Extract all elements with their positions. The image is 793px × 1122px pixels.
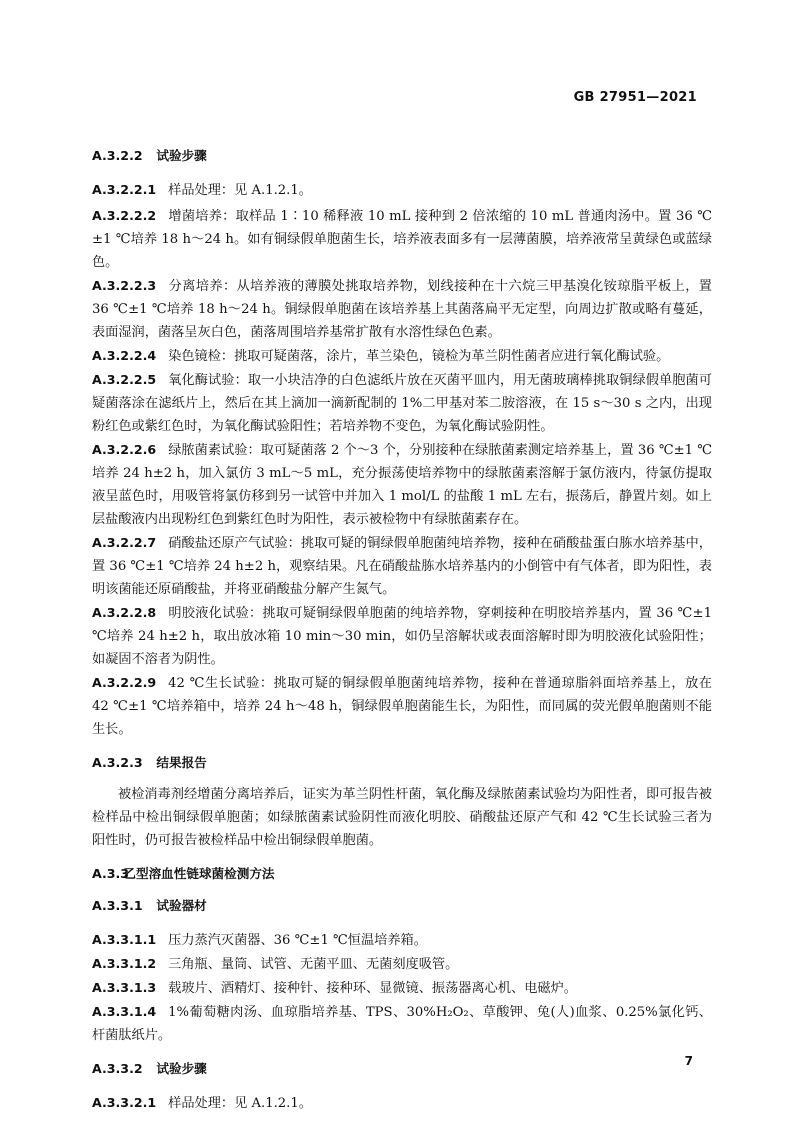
clause-text: 样品处理：见 A.1.2.1。 (168, 1096, 312, 1111)
clause-number: A.3.2.2.6 (92, 442, 157, 457)
clause-number: A.3.3.1.2 (92, 956, 157, 971)
section-title: 结果报告 (156, 755, 207, 770)
clause-text: 分离培养：从培养液的薄膜处挑取培养物，划线接种在十六烷三甲基溴化铵琼脂平板上，置 36 ℃±1 ℃培养 18 h～24 h。铜绿假单胞菌在该培养基上其菌落扁平无定型，向周边扩散或略有蔓延，表面湿润，菌落呈灰白色，菌落周围培养基常扩散有水溶性绿色色素。 (92, 279, 712, 340)
section-heading (92, 146, 712, 166)
page-number: 7 (684, 1054, 693, 1068)
clause-text: 硝酸盐还原产气试验：挑取可疑的铜绿假单胞菌纯培养物，接种在硝酸盐蛋白胨水培养基中，置 36 ℃±1 ℃培养 24 h±2 h，观察结果。凡在硝酸盐胨水培养基内的小倒管中有气体者，即为阳性，表明该菌能还原硝酸盐，并将亚硝酸盐分解产生氮气。 (92, 536, 712, 597)
clause-text: 染色镜检：挑取可疑菌落，涂片，革兰染色，镜检为革兰阴性菌者应进行氧化酶试验。 (168, 349, 670, 364)
clause-text: 绿脓菌素试验：取可疑菌落 2 个～3 个，分别接种在绿脓菌素测定培养基上，置 36 ℃±1 ℃培养 24 h±2 h，加入氯仿 3 mL～5 mL，充分振荡使培养物中的绿脓菌素溶解于氯仿液内，待氯仿提取液呈蓝色时，用吸管将氯仿移到另一试管中并加入 1 mol/L 的盐酸 1 mL 左右，振荡后，静置片刻。如上层盐酸液内出现粉红色到紫红色时为阳性，表示被检物中有绿脓菌素存在。 (92, 443, 712, 527)
section-title: 试验器材 (156, 898, 207, 913)
clause-number: A.3.2.2.8 (92, 605, 157, 620)
clause (92, 1091, 712, 1115)
clause (92, 344, 712, 368)
section-title: 试验步骤 (156, 1061, 207, 1076)
section-heading (92, 1059, 712, 1079)
section-number: A.3.2.3 (92, 755, 143, 770)
section-title: 乙型溶血性链球菌检测方法 (123, 866, 275, 881)
clause-number: A.3.2.2.7 (92, 535, 157, 550)
clause-number: A.3.2.2.1 (92, 182, 157, 197)
clause-number: A.3.2.2.4 (92, 348, 157, 363)
clause (92, 204, 712, 274)
section-title: 试验步骤 (156, 148, 207, 163)
clause-text: 载玻片、酒精灯、接种针、接种环、显微镜、振荡器离心机、电磁炉。 (168, 981, 577, 996)
clause-number: A.3.3.1.1 (92, 932, 157, 947)
standard-code: GB 27951—2021 (573, 90, 697, 105)
section-number: A.3.3 (92, 866, 130, 881)
section-number: A.3.3.1 (92, 898, 143, 913)
clause-text: 明胶液化试验：挑取可疑铜绿假单胞菌的纯培养物，穿刺接种在明胶培养基内，置 36 ℃±1 ℃培养 24 h±2 h，取出放冰箱 10 min～30 min，如仍呈溶解状或表面溶解时即为明胶液化试验阳性；如凝固不溶者为阴性。 (92, 606, 712, 667)
section-heading (92, 864, 712, 884)
document-body (92, 146, 712, 1115)
section-heading (92, 753, 712, 773)
clause (92, 531, 712, 601)
result-paragraph: 被检消毒剂经增菌分离培养后，证实为革兰阴性杆菌，氧化酶及绿脓菌素试验均为阳性者，即可报告被检样品中检出铜绿假单胞菌；如绿脓菌素试验阴性而液化明胶、硝酸盐还原产气和 42 ℃生长试验三者为阳性时，仍可报告被检样品中检出铜绿假单胞菌。 (92, 787, 712, 848)
clause-text: 增菌培养：取样品 1∶10 稀释液 10 mL 接种到 2 倍浓缩的 10 mL 普通肉汤中。置 36 ℃±1 ℃培养 18 h～24 h。如有铜绿假单胞菌生长，培养液表面多有一层薄菌膜，培养液常呈黄绿色或蓝绿色。 (92, 209, 712, 270)
clause-number: A.3.2.2.5 (92, 372, 157, 387)
clause-number: A.3.3.1.4 (92, 1004, 157, 1019)
clause-text: 三角瓶、量筒、试管、无菌平皿、无菌刻度吸管。 (168, 957, 459, 972)
clause (92, 671, 712, 741)
clause-number: A.3.2.2.9 (92, 675, 157, 690)
clause (92, 1000, 712, 1047)
clause (92, 952, 712, 976)
clause-text: 压力蒸汽灭菌器、36 ℃±1 ℃恒温培养箱。 (168, 933, 427, 948)
clause-number: A.3.2.2.3 (92, 278, 157, 293)
clause-number: A.3.2.2.2 (92, 208, 157, 223)
clause (92, 976, 712, 1000)
clause (92, 178, 712, 202)
clause (92, 438, 712, 531)
clause (92, 601, 712, 671)
clause-text: 氧化酶试验：取一小块洁净的白色滤纸片放在灭菌平皿内，用无菌玻璃棒挑取铜绿假单胞菌可疑菌落涂在滤纸片上，然后在其上滴加一滴新配制的 1%二甲基对苯二胺溶液，在 15 s～30 s 之内，出现粉红色或紫红色时，为氧化酶试验阳性；若培养物不变色，为氧化酶试验阴性。 (92, 373, 712, 434)
clause-number: A.3.3.2.1 (92, 1095, 157, 1110)
section-number: A.3.3.2 (92, 1061, 143, 1076)
clause (92, 274, 712, 344)
section-heading (92, 896, 712, 916)
clause (92, 368, 712, 438)
clause-text: 1%葡萄糖肉汤、血琼脂培养基、TPS、30%H₂O₂、草酸钾、兔(人)血浆、0.25%氯化钙、杆菌肽纸片。 (92, 1005, 712, 1043)
section-number: A.3.2.2 (92, 148, 143, 163)
clause (92, 928, 712, 952)
clause-text: 样品处理：见 A.1.2.1。 (168, 183, 312, 198)
clause-number: A.3.3.1.3 (92, 980, 157, 995)
clause-text: 42 ℃生长试验：挑取可疑的铜绿假单胞菌纯培养物，接种在普通琼脂斜面培养基上，放在 42 ℃±1 ℃培养箱中，培养 24 h～48 h，铜绿假单胞菌能生长，为阳性，而同属的荧光假单胞菌则不能生长。 (92, 676, 712, 737)
